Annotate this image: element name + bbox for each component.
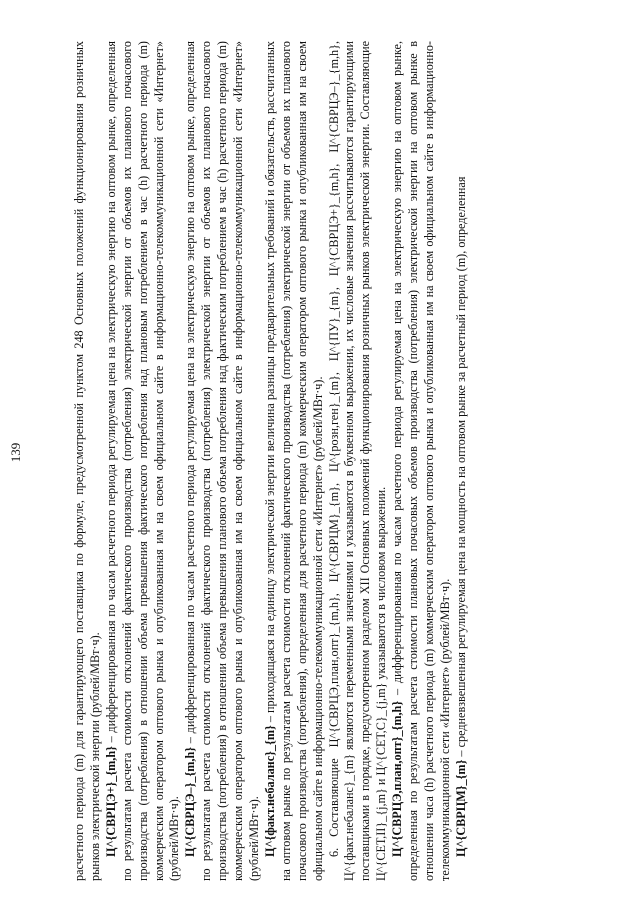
paragraph-5 — [327, 41, 391, 881]
paragraph-2-text: – дифференцированная по часам расчетного периода регулируемая цена на электрическую энергию на оптовом рынке, определенная по результатам расчета стоимости отклонений фактического производства (потребления) электрической энергии от объемов их планового почасового производства (потребления) в отношении объема превышения фактического потребления над плановым потреблением в час (h) расчетного периода (m) коммерческим оператором оптового рынка и опубликованная им на своем официальном сайте в информационно-телекоммуникационной сети «Интернет» (рублей/МВт·ч). — [103, 41, 182, 881]
paragraph-4-text: – приходящаяся на единицу электрической энергии величина разницы предварительных требований и обязательств, рассчитанных на оптовом рынке по результатам расчета стоимости отклонений фактического производства (потребления) электрической энергии от объемов их планового почасового производства (потребления), определенная для расчетного периода (m) коммерческим оператором оптового рынка и опубликованная им на своем официальном сайте в информационно-телекоммуникационной сети «Интернет» (рублей/МВт·ч). — [262, 41, 325, 881]
paragraph-5-text: 6. Составляющие Ц^{СВРЦЭ,план,опт}_{m,h}, Ц^{СВРЦМ}_{m}, Ц^{розн,ген}_{m}, Ц^{ПУ}_{m}, Ц^{СВРЦЭ+}_{m,h}, Ц^{СВРЦЭ–}_{m,h}, Ц^{факт.небаланс}_{m} являются переменными значениями и указываются в буквенном выражении, их числовые значения рассчитываются гарантирующими поставщиками в порядке, предусмотренном разделом XII Основных положений функционирования розничных рынков электрической энергии. Составляющие Ц^{СЕТ,II}_{j,m} и Ц^{СЕТ,С}_{j,m} указываются в числовом выражении. — [326, 41, 389, 881]
symbol-svrcm: Ц^{СВРЦМ}_{m} — [453, 759, 468, 857]
symbol-svrce-plan-opt: Ц^{СВРЦЭ,план,опт}_{m,h} — [390, 700, 405, 857]
paragraph-2 — [104, 41, 184, 881]
paragraph-6-text: – дифференцированная по часам расчетного периода регулируемая цена на электрическую энергию на оптовом рынке, определенная по результатам расчета стоимости плановых почасовых объемов производства (потребления) электрической энергии на оптовом рынке в отношении часа (h) расчетного периода (m) коммерческим оператором оптового рынка и опубликованная им на своем официальном сайте в информационно-телекоммуникационной сети «Интернет» (рублей/МВт·ч). — [390, 41, 452, 881]
paragraph-3 — [183, 41, 263, 881]
paragraph-3-text: – дифференцированная по часам расчетного периода регулируемая цена на электрическую энергию на оптовом рынке, определенная по результатам расчета стоимости отклонений фактического производства (потребления) электрической энергии от объемов их планового почасового производства (потребления) в отношении объема превышения планового объема потребления над фактическим потреблением в час (h) расчетного периода (m) коммерческим оператором оптового рынка и опубликованная им на своем официальном сайте в информационно-телекоммуникационной сети «Интернет» (рублей/МВт·ч). — [183, 41, 261, 881]
paragraph-1 — [72, 41, 104, 881]
symbol-fakt-nebalans: Ц^{факт.небаланс}_{m} — [262, 725, 277, 857]
paragraph-6 — [390, 41, 454, 881]
paragraph-7-text: – средневзвешенная регулируемая цена на мощность на оптовом рынке за расчетный период (m), определенная — [453, 176, 468, 760]
document-body — [72, 41, 470, 881]
page-number: 139 — [8, 442, 23, 463]
paragraph-7 — [454, 41, 470, 881]
paragraph-1-text: расчетного периода (m) для гарантирующего поставщика по формуле, предусмотренной пунктом 248 Основных положений функционирования розничных рынков электрической энергии (рублей/МВт·ч). — [72, 41, 102, 881]
symbol-svrce-minus: Ц^{СВРЦЭ–}_{m,h} — [183, 746, 198, 857]
paragraph-4 — [263, 41, 327, 881]
symbol-svrce-plus: Ц^{СВРЦЭ+}_{m,h} — [103, 746, 118, 857]
